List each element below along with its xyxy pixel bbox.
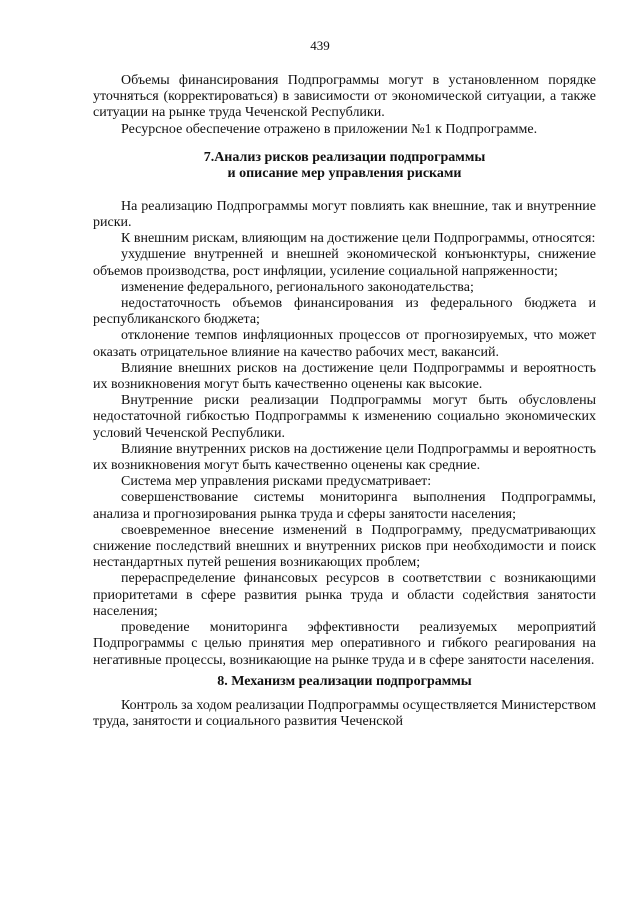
section-7-paragraph: К внешним рискам, влияющим на достижение цели Подпрограммы, относятся:: [121, 231, 596, 247]
section-7-paragraph: Система мер управления рисками предусматривает:: [121, 474, 432, 490]
section-7-paragraph: Внутренние риски реализации Подпрограммы могут быть обусловлены недостаточной гибкостью Подпрограммы к изменению социально экономических условий Чеченской Республики.: [93, 393, 596, 441]
intro-paragraph-1: Объемы финансирования Подпрограммы могут в установленном порядке уточняться (корректироваться) в зависимости от экономической ситуации, а также ситуации на рынке труда Чеченской Республики.: [93, 73, 596, 121]
section-7-heading: [93, 150, 596, 182]
section-7-paragraph: проведение мониторинга эффективности реализуемых мероприятий Подпрограммы с целью принятия мер оперативного и гибкого реагирования на негативные процессы, возникающие на рынке труда и в сфере занятости населения.: [93, 620, 596, 668]
section-7-title-line-2: и описание мер управления рисками: [227, 165, 462, 181]
document-body: [93, 73, 596, 730]
section-7-paragraph: своевременное внесение изменений в Подпрограмму, предусматривающих снижение последствий внешних и внутренних рисков при необходимости и поиск нестандартных путей решения возникающих проблем;: [93, 522, 596, 571]
section-7-paragraph: недостаточность объемов финансирования из федерального бюджета и республиканского бюджета;: [93, 296, 596, 328]
section-7-paragraph: совершенствование системы мониторинга выполнения Подпрограммы, анализа и прогнозирования рынка труда и сферы занятости населения;: [93, 490, 596, 522]
section-7-paragraph: На реализацию Подпрограммы могут повлиять как внешние, так и внутренние риски.: [93, 198, 596, 231]
section-8-paragraph-1: Контроль за ходом реализации Подпрограммы осуществляется Министерством труда, занятости и социального развития Чеченской: [93, 697, 596, 729]
section-7-paragraph: Влияние внешних рисков на достижение цели Подпрограммы и вероятность их возникновения могут быть качественно оценены как высокие.: [93, 360, 596, 393]
section-7-paragraph: перераспределение финансовых ресурсов в соответствии с возникающими приоритетами в сфере развития рынка труда и области содействия занятости населения;: [93, 571, 596, 619]
section-7-paragraph: ухудшение внутренней и внешней экономической конъюнктуры, снижение объемов производства, рост инфляции, усиление социальной напряженности;: [93, 247, 596, 279]
section-8-heading: 8. Механизм реализации подпрограммы: [217, 673, 472, 689]
section-7-title-line-1: 7.Анализ рисков реализации подпрограммы: [203, 149, 486, 165]
section-7-paragraph: Влияние внутренних рисков на достижение цели Подпрограммы и вероятность их возникновения могут быть качественно оценены как средние.: [93, 441, 596, 474]
page-number: 439: [310, 38, 330, 53]
section-7-paragraph: изменение федерального, регионального законодательства;: [121, 279, 474, 295]
intro-paragraph-2: Ресурсное обеспечение отражено в приложении №1 к Подпрограмме.: [121, 121, 538, 137]
section-7-paragraph: отклонение темпов инфляционных процессов от прогнозируемых, что может оказать отрицательное влияние на качество рабочих мест, вакансий.: [93, 328, 596, 360]
